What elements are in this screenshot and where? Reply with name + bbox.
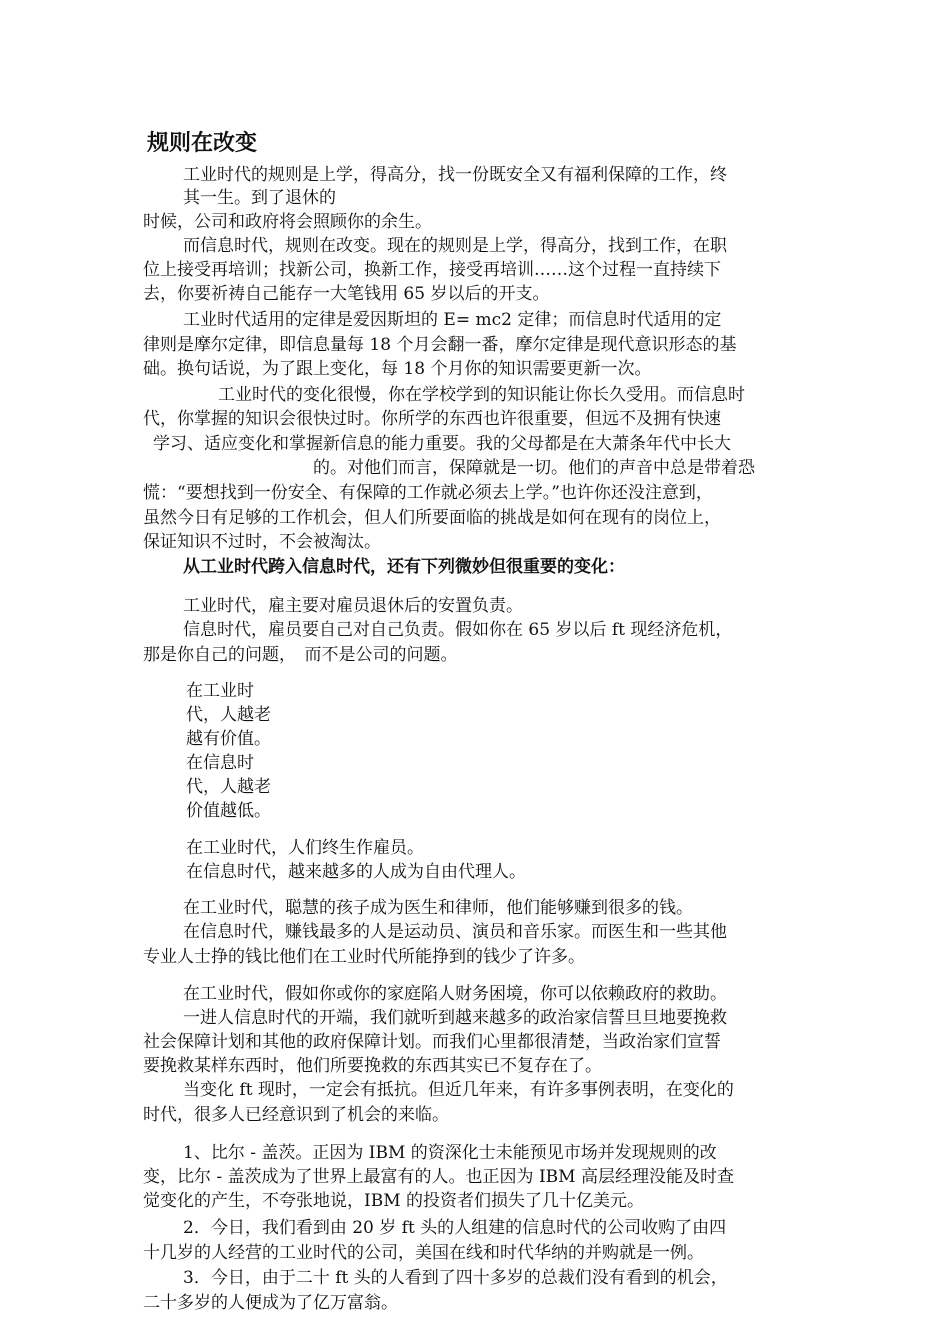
paragraph-line: 专业人士挣的钱比他们在工业时代所能挣到的钱少了许多。 [143, 947, 585, 967]
column-line: 在信息时 [186, 753, 254, 773]
paragraph-line: 社会保障计划和其他的政府保障计划。而我们心里都很清楚，当政治家们宣誓 [143, 1032, 721, 1052]
document-title: 规则在改变 [147, 131, 258, 156]
paragraph-line: 工业时代，雇主要对雇员退休后的安置负责。 [183, 596, 523, 616]
paragraph-line: 工业时代的规则是上学，得高分，找一份既安全又有福利保障的工作，终 [183, 165, 727, 185]
column-line: 在工业时 [186, 681, 254, 701]
list-item-line: 变，比尔 - 盖茨成为了世界上最富有的人。也正因为 IBM 高层经理没能及时查 [143, 1167, 734, 1187]
list-item-line: 觉变化的产生，不夸张地说，IBM 的投资者们损失了几十亿美元。 [143, 1191, 645, 1211]
paragraph-line: 时候，公司和政府将会照顾你的余生。 [143, 212, 432, 232]
paragraph-line: 学习、适应变化和掌握新信息的能力重要。我的父母都是在大萧条年代中长大 [153, 434, 731, 454]
paragraph-line: 在信息时代，越来越多的人成为自由代理人。 [186, 862, 526, 882]
paragraph-line: 律则是摩尔定律，即信息量每 18 个月会翻一番，摩尔定律是现代意识形态的基 [143, 335, 737, 355]
paragraph-line: 工业时代适用的定律是爱因斯坦的 E= mc2 定律；而信息时代适用的定 [183, 310, 722, 330]
paragraph-line: 在工业时代，人们终生作雇员。 [186, 838, 424, 858]
paragraph-line: 而信息时代，规则在改变。现在的规则是上学，得高分，找到工作，在职 [183, 236, 727, 256]
paragraph-line: 在信息时代，赚钱最多的人是运动员、演员和音乐家。而医生和一些其他 [183, 922, 727, 942]
list-item-line: 十几岁的人经营的工业时代的公司，美国在线和时代华纳的并购就是一例。 [143, 1243, 704, 1263]
paragraph-line: 在工业时代，假如你或你的家庭陷人财务困境，你可以依赖政府的救助。 [183, 984, 727, 1004]
paragraph-line: 当变化 ft 现时，一定会有抵抗。但近几年来，有许多事例表明，在变化的 [183, 1080, 734, 1100]
paragraph-line: 要挽救某样东西时，他们所要挽救的东西其实已不复存在了。 [143, 1056, 602, 1076]
column-line: 价值越低。 [186, 801, 271, 821]
paragraph-line: 去，你要祈祷自己能存一大笔钱用 65 岁以后的开支。 [143, 284, 550, 304]
paragraph-line: 慌：“要想找到一份安全、有保障的工作就必须去上学。”也许你还没注意到， [143, 483, 713, 503]
column-line: 代，人越老 [186, 705, 271, 725]
list-item-line: 1、比尔 - 盖茨。正因为 IBM 的资深化士未能预见市场并发现规则的改 [183, 1143, 717, 1163]
paragraph-line: 其一生。到了退休的 [183, 188, 336, 208]
paragraph-line: 时代，很多人已经意识到了机会的来临。 [143, 1105, 449, 1125]
section-heading: 从工业时代跨入信息时代，还有下列微妙但很重要的变化： [183, 557, 625, 577]
column-line: 越有价值。 [186, 729, 271, 749]
paragraph-line: 位上接受再培训；找新公司，换新工作，接受再培训……这个过程一直持续下 [143, 260, 721, 280]
paragraph-line: 信息时代，雇员要自己对自己负责。假如你在 65 岁以后 ft 现经济危机， [183, 620, 733, 640]
paragraph-line: 在工业时代，聪慧的孩子成为医生和律师，他们能够赚到很多的钱。 [183, 898, 693, 918]
paragraph-line: 虽然今日有足够的工作机会，但人们所要面临的挑战是如何在现有的岗位上， [143, 508, 721, 528]
column-line: 代，人越老 [186, 777, 271, 797]
paragraph-line: 那是你自己的问题， 而不是公司的问题。 [143, 645, 458, 665]
paragraph-line: 代，你掌握的知识会很快过时。你所学的东西也许很重要，但远不及拥有快速 [143, 409, 721, 429]
paragraph-line: 工业时代的变化很慢，你在学校学到的知识能让你长久受用。而信息时 [218, 385, 745, 405]
paragraph-line: 的。对他们而言，保障就是一切。他们的声音中总是带着恐 [313, 458, 755, 478]
paragraph-line: 础。换句话说，为了跟上变化，每 18 个月你的知识需要更新一次。 [143, 359, 652, 379]
list-item-line: 二十多岁的人便成为了亿万富翁。 [143, 1293, 398, 1313]
list-item-line: 2．今日，我们看到由 20 岁 ft 头的人组建的信息时代的公司收购了由四 [183, 1218, 727, 1238]
list-item-line: 3．今日，由于二十 ft 头的人看到了四十多岁的总裁们没有看到的机会， [183, 1268, 728, 1288]
paragraph-line: 保证知识不过时，不会被淘汰。 [143, 532, 381, 552]
paragraph-line: 一进人信息时代的开端，我们就听到越来越多的政治家信誓旦旦地要挽救 [183, 1008, 727, 1028]
